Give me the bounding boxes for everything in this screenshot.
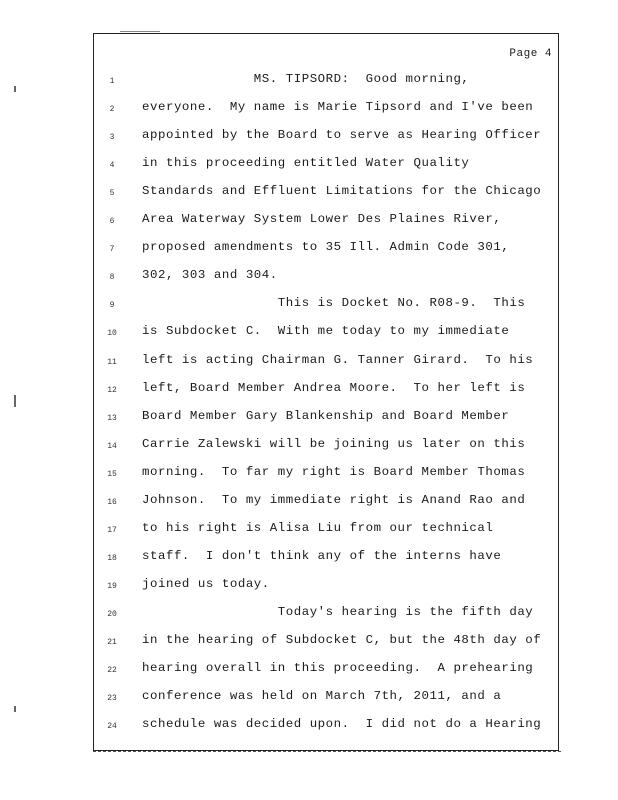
line-number: 6 — [109, 217, 115, 227]
transcript-line: joined us today. — [142, 576, 270, 591]
transcript-line: Today's hearing is the fifth day — [142, 604, 534, 619]
transcript-line: Board Member Gary Blankenship and Board Member — [142, 408, 510, 423]
line-number: 8 — [109, 273, 115, 283]
line-number: 5 — [109, 189, 115, 199]
line-number: 23 — [107, 694, 117, 704]
transcript-line: Carrie Zalewski will be joining us later on this — [142, 436, 526, 451]
transcript-line: Area Waterway System Lower Des Plaines River, — [142, 212, 502, 227]
transcript-line: everyone. My name is Marie Tipsord and I've been — [142, 100, 534, 115]
line-number: 22 — [107, 666, 117, 676]
transcript-line: to his right is Alisa Liu from our technical — [142, 520, 494, 535]
line-number: 12 — [107, 385, 117, 395]
line-number: 11 — [107, 357, 117, 367]
transcript-line: hearing overall in this proceeding. A prehearing — [142, 661, 534, 676]
line-number: 18 — [107, 553, 117, 563]
line-number: 2 — [109, 105, 115, 115]
transcript-line: left is acting Chairman G. Tanner Girard. To his — [142, 352, 534, 367]
line-number: 10 — [107, 329, 117, 339]
transcript-line: Johnson. To my immediate right is Anand Rao and — [142, 492, 526, 507]
transcript-line: is Subdocket C. With me today to my immediate — [142, 324, 510, 339]
transcript-line: 302, 303 and 304. — [142, 268, 278, 283]
line-number: 4 — [109, 161, 115, 171]
line-number: 1 — [109, 77, 115, 86]
line-number: 20 — [107, 609, 117, 619]
transcript-line: in this proceeding entitled Water Quality — [142, 156, 470, 171]
transcript-line: MS. TIPSORD: Good morning, — [142, 72, 470, 86]
transcript-line: in the hearing of Subdocket C, but the 48th day of — [142, 633, 542, 647]
transcript-line: This is Docket No. R08-9. This — [142, 296, 526, 311]
line-number: 24 — [107, 722, 117, 732]
transcript-line: appointed by the Board to serve as Hearing Officer — [142, 128, 542, 143]
line-number: 15 — [107, 469, 117, 479]
scan-margin-mark — [14, 706, 16, 712]
transcript-line: morning. To far my right is Board Member Thomas — [142, 464, 526, 479]
line-number: 19 — [107, 581, 117, 591]
line-number: 17 — [107, 525, 117, 535]
line-number: 21 — [107, 638, 117, 647]
line-number: 3 — [109, 133, 115, 143]
transcript-line: schedule was decided upon. I did not do a Hearing — [142, 717, 542, 732]
scan-margin-mark — [14, 86, 16, 92]
line-number: 9 — [109, 301, 115, 311]
transcript-line: Standards and Effluent Limitations for the Chicago — [142, 184, 542, 199]
line-number: 16 — [107, 497, 117, 507]
transcript-line: left, Board Member Andrea Moore. To her left is — [142, 380, 526, 395]
page-number: Page 4 — [509, 48, 552, 60]
transcript-line: staff. I don't think any of the interns have — [142, 548, 502, 563]
scan-margin-mark — [14, 395, 16, 407]
line-number: 13 — [107, 413, 117, 423]
transcript-line: conference was held on March 7th, 2011, and a — [142, 689, 502, 704]
transcript-line: proposed amendments to 35 Ill. Admin Code 301, — [142, 240, 510, 255]
line-number: 7 — [109, 245, 115, 255]
frame-bottom-edge — [93, 751, 561, 754]
line-number: 14 — [107, 441, 117, 451]
